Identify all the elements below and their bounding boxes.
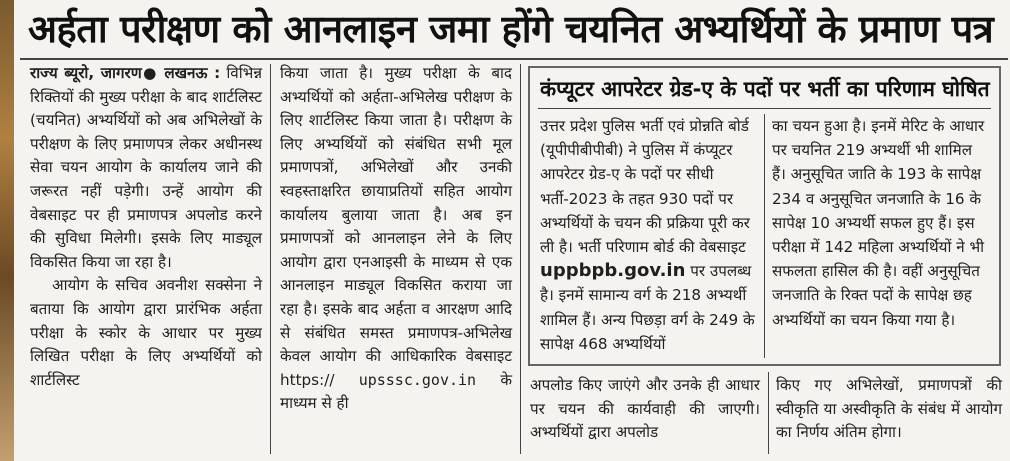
article-text: आयोग के सचिव अवनीश सक्सेना ने बताया कि आयोग द्वारा प्रारंभिक अर्हता परीक्षा के स्कोर के आधार पर मुख्य लिखित परीक्षा के लिए अभ्यर्थियों को शार्टलिस्ट [30, 276, 262, 389]
headline: अर्हता परीक्षण को आनलाइन जमा होंगे चयनित अभ्यर्थियों के प्रमाण पत्र [28, 7, 994, 51]
box-column-left [540, 114, 758, 356]
website-link: uppbpb.gov.in [540, 260, 686, 282]
article-column-4 [776, 374, 1002, 445]
article-column-2 [280, 62, 512, 416]
box-text: का चयन हुआ है। इनमें मेरिट के आधार पर चयनित 219 अभ्यर्थी भी शामिल हैं। अनुसूचित जाति के 193 के सापेक्ष 234 व अनुसूचित जनजाति के 16 के सापेक्ष 10 अभ्यर्थी सफल हुए हैं। इस परीक्षा में 142 महिला अभ्यर्थियों ने भी सफलता हासिल की है। वहीं अनुसूचित जनजाति के रिक्त पदों के सापेक्ष छह अभ्यर्थियों का चयन किया गया है। [772, 117, 985, 329]
website-link: upsssc.gov.in [358, 370, 477, 389]
adjacent-photo-edge [0, 0, 14, 461]
headline-rule [20, 58, 1008, 60]
article-column-1 [30, 62, 262, 392]
box-text: उत्तर प्रदेश पुलिस भर्ती एवं प्रोन्नति बोर्ड (यूपीपीबीपीबी) ने पुलिस में कंप्यूटर आपरेटर ग्रेड-ए के पदों पर सीधी भर्ती-2023 के तहत 930 पदों पर अभ्यर्थियों के चयन की प्रक्रिया पूरी कर ली है। भर्ती परिणाम बोर्ड की वेबसाइट [540, 117, 750, 257]
byline: राज्य ब्यूरो, जागरण● लखनऊ : [30, 64, 221, 82]
column-divider [520, 64, 521, 454]
article-column-3 [530, 374, 760, 445]
box-column-divider [764, 114, 765, 358]
box-text: पर उपलब्ध है। इनमें सामान्य वर्ग के 218 अभ्यर्थी शामिल हैं। अन्य पिछड़ा वर्ग के 249 के सापेक्ष 468 अभ्यर्थियों [540, 262, 755, 353]
box-title-rule [538, 108, 991, 109]
article-text: विभिन्न रिक्तियों की मुख्य परीक्षा के बाद शार्टलिस्ट (चयनित) अभ्यर्थियों को अब अभिलेखों के परीक्षण के लिए प्रमाणपत्र लेकर अधीनस्थ सेवा चयन आयोग के कार्यालय जाने की जरूरत नहीं पड़ेगी। उन्हें आयोग की वेबसाइट पर ही प्रमाणपत्र अपलोड करने की सुविधा मिलेगी। इसके लिए माड्यूल विकसित किया जा रहा है। [30, 64, 262, 271]
box-column-right [772, 114, 990, 332]
article-text: के माध्यम से ही [280, 370, 512, 413]
article-text: किया जाता है। मुख्य परीक्षा के बाद अभ्यर्थियों को अर्हता-अभिलेख परीक्षण के लिए शार्टलिस्ट किया जाता है। परीक्षण के लिए अभ्यर्थियों को संबंधित सभी मूल प्रमाणपत्रों, अभिलेखों और उनकी स्वहस्ताक्षरित छायाप्रतियों सहित आयोग कार्यालय बुलाया जाता है। अब इन प्रमाणपत्रों को आनलाइन लेने के लिए आयोग द्वारा एनआइसी के माध्यम से एक आनलाइन माड्यूल विकसित कराया जा रहा है। इसके बाद अर्हता व आरक्षण आदि से संबंधित समस्त प्रमाणपत्र-अभिलेख केवल आयोग की आधिकारिक वेबसाइट https:// [280, 64, 512, 389]
article-text: किए गए अभिलेखों, प्रमाणपत्रों की स्वीकृति या अस्वीकृति के संबंध में आयोग का निर्णय अंतिम होगा। [776, 376, 1002, 442]
box-title: कंप्यूटर आपरेटर ग्रेड-ए के पदों पर भर्ती का परिणाम घोषित [540, 77, 990, 101]
column-divider [270, 64, 271, 454]
article-text: अपलोड किए जाएंगे और उनके ही आधार पर चयन की कार्यवाही की जाएगी। अभ्यर्थियों द्वारा अपलोड [530, 376, 760, 442]
result-box [528, 66, 1001, 366]
column-divider [768, 372, 769, 454]
